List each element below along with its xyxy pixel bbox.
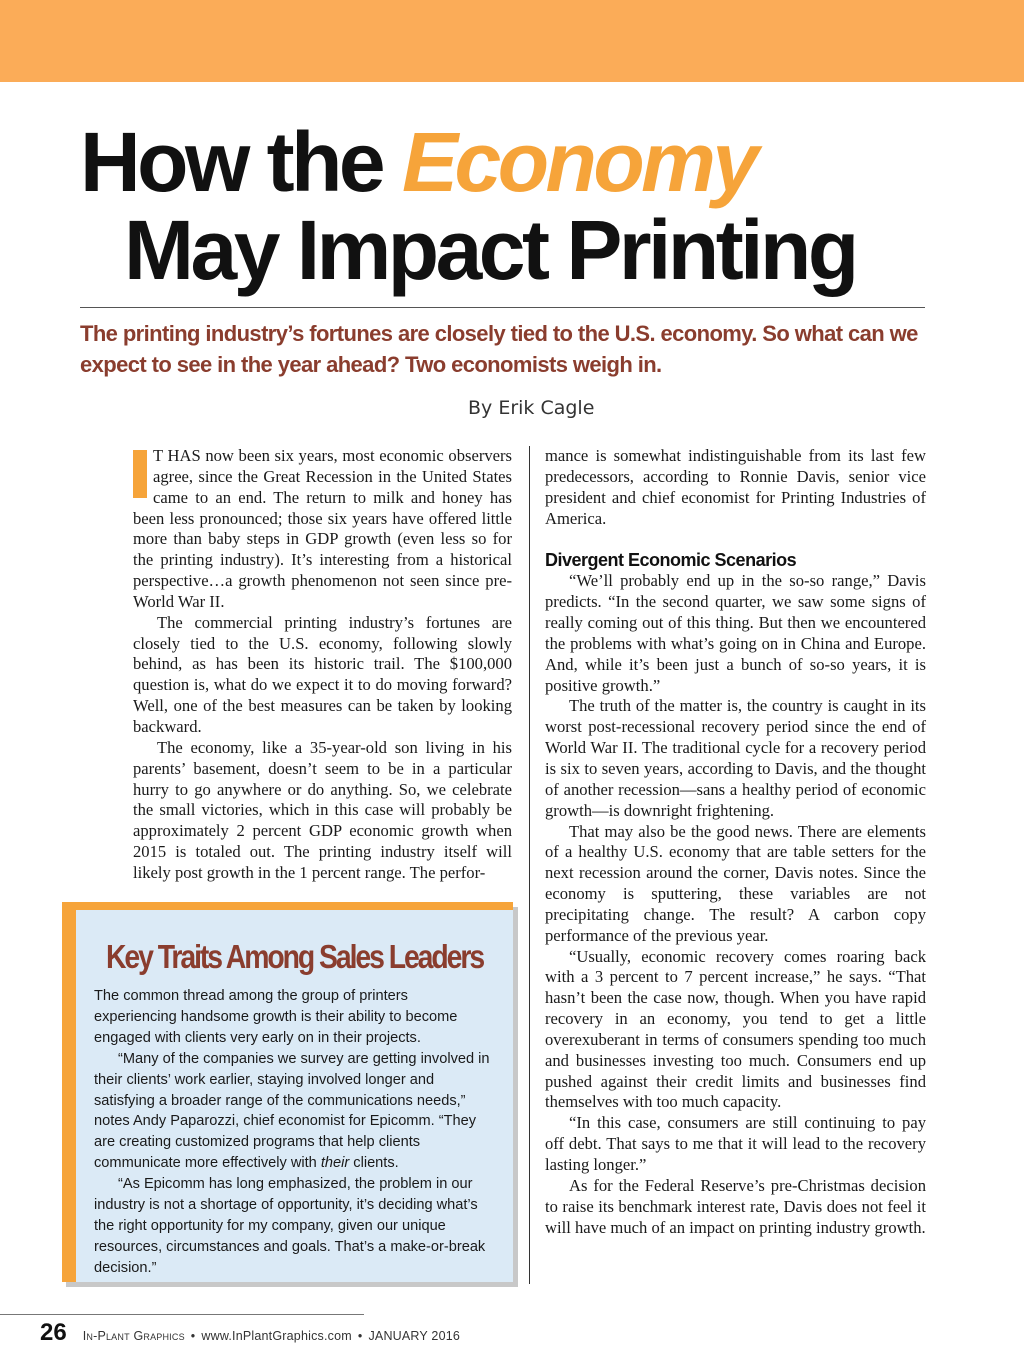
sidebar-paragraph: The common thread among the group of printers experiencing handsome growth is their ability to become engaged with clients very early on in their projects. xyxy=(94,988,458,1046)
paragraph: mance is somewhat indistinguishable from its last few predecessors, according to Ronnie Davis, senior vice president and chief economist for Printing Industries of America. xyxy=(545,446,926,528)
sidebar-box xyxy=(62,902,513,1282)
headline-rule xyxy=(80,307,925,308)
paragraph: The economy, like a 35-year-old son living in his parents’ basement, doesn’t seem to be in a particular hurry to go anywhere or do anything. So, we celebrate the small victories, which in this case will probably be approximately 2 percent GDP economic growth when 2015 is totaled out. The printing industry itself will likely post growth in the 1 percent range. The perfor- xyxy=(133,737,512,882)
page-number: 26 xyxy=(40,1319,67,1346)
article-headline xyxy=(80,115,940,297)
headline-line2: May Impact Printing xyxy=(124,203,856,297)
sidebar-emphasis: their xyxy=(320,1155,350,1172)
website-link[interactable]: www.InPlantGraphics.com xyxy=(201,1329,352,1343)
paragraph: The truth of the matter is, the country is caught in its worst post-recessional recovery period since the end of World War II. The traditional cycle for a recovery period is six to seven years, according to Davis, and the thought of another recession—sans a healthy period of economic growth—is downright frightening. xyxy=(545,696,926,820)
section-subhead: Divergent Economic Scenarios xyxy=(545,550,797,571)
top-color-band xyxy=(0,0,1024,82)
sidebar-text: “Many of the companies we survey are getting involved in their clients’ work earlier, staying involved longer and satisfying a broader range of the communications needs,” notes Andy Paparozzi, chief economist for Epicomm. “They are creating customized programs that help clients communicate more effectively with xyxy=(94,1050,490,1172)
issue-date: JANUARY 2016 xyxy=(368,1329,461,1343)
drop-cap xyxy=(133,450,147,498)
right-column xyxy=(545,446,926,1238)
bullet-separator: • xyxy=(357,1329,363,1343)
bullet-separator: • xyxy=(190,1329,196,1343)
paragraph: “In this case, consumers are still continuing to pay off debt. That says to me that it will lead to the recovery lasting longer.” xyxy=(545,1113,926,1174)
sidebar-paragraph: “As Epicomm has long emphasized, the problem in our industry is not a shortage of opportunity, it’s deciding what’s the right opportunity for my company, given our unique resources, circumstances and goals. That’s a make-or-break decision.” xyxy=(94,1176,486,1276)
headline-part1: How the xyxy=(80,115,402,209)
paragraph xyxy=(133,446,512,613)
sidebar-title: Key Traits Among Sales Leaders xyxy=(106,938,484,975)
left-column xyxy=(133,446,512,884)
paragraph: The commercial printing industry’s fortunes are closely tied to the U.S. economy, following slowly behind, as has been its historic trail. The $100,000 question is, what do we expect it to do moving forward? Well, one of the best measures can be taken by looking backward. xyxy=(133,612,512,736)
sidebar-paragraph xyxy=(94,1049,494,1174)
article-deck: The printing industry’s fortunes are closely tied to the U.S. economy. So what can we expect to see in the year ahead? Two economists weigh in. xyxy=(80,321,918,377)
page-footer xyxy=(40,1319,460,1347)
sidebar-body xyxy=(94,986,494,1279)
column-divider xyxy=(529,446,530,1284)
sidebar-text: clients. xyxy=(349,1155,399,1172)
publication-name: In-Plant Graphics xyxy=(82,1329,185,1343)
footer-rule xyxy=(0,1314,364,1315)
paragraph: “Usually, economic recovery comes roaring back with a 3 percent to 7 percent increase,” he says. “That hasn’t been the case now, though. When you have rapid recovery in an economy, you tend to get a little overexuberant in terms of consumers spending too much and businesses investing too much. Consumers end up pushed against their credit limits and businesses find themselves with too much capacity. xyxy=(545,946,926,1112)
paragraph: As for the Federal Reserve’s pre-Christmas decision to raise its benchmark interest rate, Davis does not feel it will have much of an impact on printing industry growth. xyxy=(545,1175,926,1237)
byline: By Erik Cagle xyxy=(468,397,595,419)
headline-accent-word: Economy xyxy=(402,115,756,209)
paragraph-text: T HAS now been six years, most economic observers agree, since the Great Recession in the United States came to an end. The return to milk and honey has been less pronounced; those six years have offered little more than baby steps in GDP growth (even less so for the printing industry). It’s interesting from a historical perspective…a growth phenomenon not seen since pre-World War II. xyxy=(133,446,512,611)
paragraph: That may also be the good news. There are elements of a healthy U.S. economy that are table setters for the next recession around the corner, Davis notes. Since the economy is sputtering, these variables are not precipitating change. The result? A carbon copy performance of the previous year. xyxy=(545,821,926,945)
paragraph: “We’ll probably end up in the so-so range,” Davis predicts. “In the second quarter, we saw some signs of really coming out of this thing. But then we encountered the problems with what’s going on in China and Europe. And, while it’s been just a bunch of so-so years, it is positive growth.” xyxy=(545,571,926,695)
